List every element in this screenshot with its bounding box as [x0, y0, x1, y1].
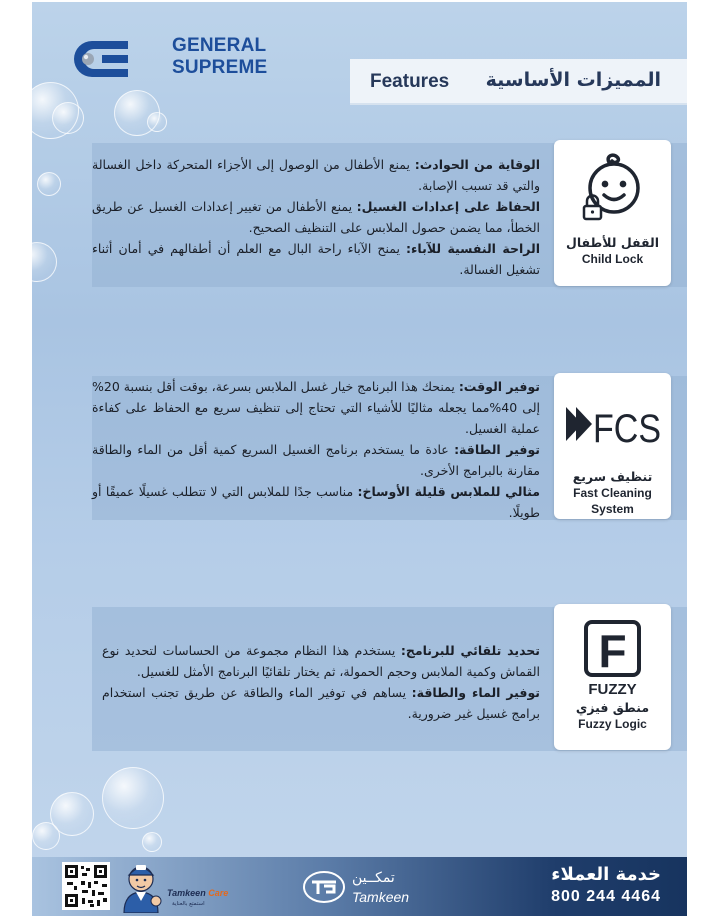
feature-card-child-lock — [554, 140, 671, 286]
feature-point-heading: الحفاظ على إعدادات الغسيل: — [356, 199, 540, 214]
feature-label-child-lock — [554, 235, 671, 267]
feature-point — [92, 196, 540, 238]
feature-point-text: يمنع الأطفال من الوصول إلى الأجزاء المتحركة داخل الغسالة والتي قد تسبب الإصابة. — [92, 157, 540, 193]
brand-name-line2: SUPREME — [172, 57, 268, 78]
customer-service-phone: 800 244 4464 — [551, 888, 661, 905]
tamkeen-logo-icon — [302, 870, 346, 904]
bubble-decoration — [32, 242, 57, 282]
feature-point-text: يمنحك هذا البرنامج خيار غسل الملابس بسرعة، بوقت أقل بنسبة 20% إلى 40%مما يجعله مثاليًا للأشياء التي تحتاج إلى تنظيف سريع مع الحفاظ على كفاءة عملية الغسيل. — [92, 379, 540, 436]
feature-point-text: يساهم في توفير الماء والطاقة عن طريق تجنب استخدام برامج غسيل غير ضرورية. — [102, 685, 540, 721]
feature-label-ar: تنظيف سريع — [572, 469, 653, 484]
feature-label-fuzzy-logic — [554, 700, 671, 732]
fuzzy-icon-letter: F — [598, 625, 627, 677]
feature-point-heading: الوقاية من الحوادث: — [414, 157, 541, 172]
bubble-decoration — [37, 172, 61, 196]
tamkeen-brand-en: Tamkeen — [352, 889, 410, 905]
tamkeen-care-logo — [167, 888, 228, 898]
customer-service-title: خدمة العملاء — [551, 864, 661, 885]
feature-point — [92, 481, 540, 523]
feature-label-ar: منطق فيزي — [575, 700, 650, 715]
feature-label-ar: القفل للأطفال — [566, 235, 659, 250]
feature-card-fuzzy-logic — [554, 604, 671, 750]
feature-point-text: عادة ما يستخدم برنامج الغسيل السريع كمية أقل من الماء والطاقة مقارنة بالبرامج الأخرى. — [92, 442, 540, 478]
feature-point-heading: الراحة النفسية للآباء: — [406, 241, 540, 256]
feature-point-text: يمنع الأطفال من تغيير إعدادات الغسيل عن طريق الخطأ، مما يضمن حصول الملابس على التنظيف الصحيح. — [92, 199, 540, 235]
feature-label-en: Fast Cleaning — [573, 486, 652, 500]
brand-logo-mark — [68, 35, 132, 83]
child-lock-icon — [554, 148, 671, 238]
brand-name-line1: GENERAL — [172, 35, 267, 56]
feature-description-fast-cleaning — [92, 376, 540, 523]
feature-point-text: يستخدم هذا النظام مجموعة من الحساسات لتحديد نوع القماش وكمية الملابس وحجم الحمولة، ثم يختار تلقائيًا البرنامج الأمثل للغسيل. — [102, 643, 540, 679]
feature-label-en: Fuzzy Logic — [578, 717, 647, 731]
tamkeen-care-word1: Tamkeen — [167, 888, 206, 898]
footer-bar — [32, 857, 687, 916]
feature-point — [92, 154, 540, 196]
bubble-decoration — [142, 832, 162, 852]
bubble-decoration — [32, 822, 60, 850]
feature-point-heading: مثالي للملابس قليلة الأوساخ: — [357, 484, 540, 499]
feature-description-child-lock — [92, 154, 540, 280]
feature-point-text: يمنح الآباء راحة البال مع العلم أن أطفالهم في أمان أثناء تشغيل الغسالة. — [92, 241, 540, 277]
section-title-en: Features — [370, 71, 450, 92]
qr-code-icon — [62, 862, 110, 910]
feature-point — [102, 682, 540, 724]
feature-label-fast-cleaning — [554, 469, 671, 517]
feature-point — [92, 376, 540, 439]
tamkeen-care-word2: Care — [208, 888, 229, 898]
section-title-ar: المميزات الأساسية — [485, 69, 661, 91]
fuzzy-icon-word: FUZZY — [588, 681, 637, 698]
bubble-decoration — [147, 112, 167, 132]
feature-point — [102, 640, 540, 682]
mascot-icon — [116, 859, 166, 913]
feature-description-fuzzy-logic — [102, 640, 540, 724]
brand-logo — [68, 35, 268, 83]
feature-point-text: مناسب جدًا للملابس التي لا تتطلب غسيلًا عميقًا أو طويلًا. — [92, 484, 540, 520]
feature-point-heading: توفير الماء والطاقة: — [411, 685, 541, 700]
tamkeen-brand-ar: تمكــين — [352, 870, 395, 886]
feature-point — [92, 439, 540, 481]
brochure-page — [32, 2, 687, 916]
feature-point-heading: توفير الطاقة: — [454, 442, 540, 457]
bubble-decoration — [102, 767, 164, 829]
feature-card-fast-cleaning — [554, 373, 671, 519]
feature-label-en: Child Lock — [581, 252, 644, 266]
bubble-decoration — [52, 102, 84, 134]
feature-point-heading: توفير الوقت: — [458, 379, 540, 394]
tamkeen-care-tagline: استمتع بالعناية — [172, 901, 205, 907]
feature-label-en: System — [591, 502, 634, 516]
fuzzy-icon — [554, 618, 671, 698]
feature-point-heading: تحديد تلقائي للبرنامج: — [400, 643, 540, 658]
fcs-icon-text: FCS — [593, 407, 661, 451]
fcs-icon — [554, 395, 671, 455]
section-title-bar — [350, 59, 687, 105]
feature-point — [92, 238, 540, 280]
